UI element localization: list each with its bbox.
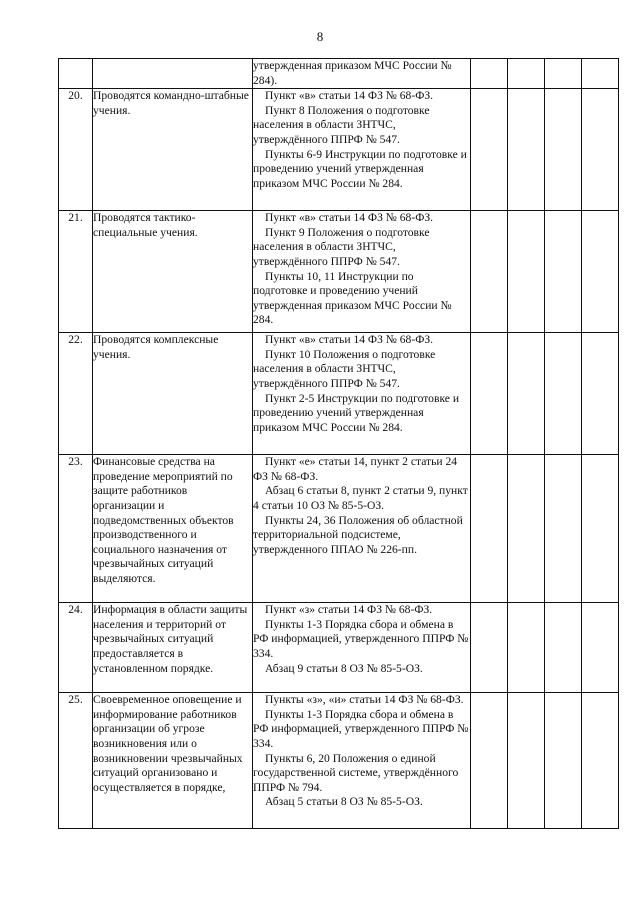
check-cell xyxy=(471,693,508,829)
requirement-text: Проводятся тактико-специальные учения. xyxy=(93,211,253,333)
check-cell xyxy=(545,455,582,603)
legal-reference: Пункт 10 Положения о подготовке населения в области ЗНТЧС, утверждённого ППРФ № 547. xyxy=(253,347,436,390)
legal-reference: утвержденная приказом МЧС России № 284). xyxy=(253,59,452,87)
row-number: 21. xyxy=(59,211,93,333)
row-number xyxy=(59,59,93,89)
legal-reference-cell xyxy=(253,211,471,333)
requirement-text: Проводятся комплексные учения. xyxy=(93,333,253,455)
row-number: 24. xyxy=(59,603,93,693)
check-cell xyxy=(545,211,582,333)
legal-reference: Пункт «е» статьи 14, пункт 2 статьи 24 ФЗ № 68-ФЗ. xyxy=(253,455,458,483)
check-cell xyxy=(471,455,508,603)
requirement-text: Информация в области защиты населения и территорий от чрезвычайных ситуаций предоставляется в установленном порядке. xyxy=(93,603,253,693)
legal-reference-cell xyxy=(253,59,471,89)
legal-reference: Пункт «в» статьи 14 ФЗ № 68-ФЗ. xyxy=(265,89,434,103)
check-cell xyxy=(545,333,582,455)
row-number: 22. xyxy=(59,333,93,455)
check-cell xyxy=(582,603,619,693)
requirement-text: Финансовые средства на проведение мероприятий по защите работников организации и подведомственных объектов производственного и социального назначения от чрезвычайных ситуаций выделяются. xyxy=(93,455,253,603)
legal-reference: Абзац 9 статьи 8 ОЗ № 85-5-ОЗ. xyxy=(265,661,423,675)
page-number: 8 xyxy=(316,29,324,44)
check-cell xyxy=(508,455,545,603)
legal-reference: Пункт 9 Положения о подготовке населения в области ЗНТЧС, утверждённого ППРФ № 547. xyxy=(253,225,430,268)
legal-reference: Пункт «в» статьи 14 ФЗ № 68-ФЗ. xyxy=(265,333,434,347)
check-cell xyxy=(471,603,508,693)
legal-reference-cell xyxy=(253,333,471,455)
check-cell xyxy=(471,333,508,455)
table-row xyxy=(59,89,619,211)
legal-reference: Пункты 24, 36 Положения об областной территориальной подсистеме, утвержденного ППАО № 226-пп. xyxy=(253,513,463,556)
check-cell xyxy=(582,211,619,333)
legal-reference: Пункты 1-3 Порядка сбора и обмена в РФ информацией, утвержденного ППРФ № 334. xyxy=(253,707,469,750)
legal-reference: Пункт 2-5 Инструкции по подготовке и проведению учений утвержденная приказом МЧС России № 284. xyxy=(253,391,460,434)
row-number: 25. xyxy=(59,693,93,829)
row-number: 23. xyxy=(59,455,93,603)
check-cell xyxy=(471,89,508,211)
table-row xyxy=(59,455,619,603)
legal-reference-cell xyxy=(253,455,471,603)
check-cell xyxy=(545,89,582,211)
legal-reference: Абзац 6 статьи 8, пункт 2 статьи 9, пункт 4 статьи 10 ОЗ № 85-5-ОЗ. xyxy=(253,484,468,512)
legal-reference: Пункты «з», «и» статьи 14 ФЗ № 68-ФЗ. xyxy=(265,693,464,707)
requirement-text xyxy=(93,59,253,89)
table-row xyxy=(59,333,619,455)
legal-reference: Пункты 6-9 Инструкции по подготовке и проведению учений утвержденная приказом МЧС России № 284. xyxy=(253,147,467,190)
table-row xyxy=(59,693,619,829)
legal-reference: Абзац 5 статьи 8 ОЗ № 85-5-ОЗ. xyxy=(265,795,423,809)
requirement-text: Проводятся командно-штабные учения. xyxy=(93,89,253,211)
table-row xyxy=(59,59,619,89)
table-row xyxy=(59,603,619,693)
legal-reference: Пункты 6, 20 Положения о единой государственной системе, утверждённого ППРФ № 794. xyxy=(253,751,459,794)
check-cell xyxy=(582,59,619,89)
check-cell xyxy=(545,693,582,829)
check-cell xyxy=(508,59,545,89)
legal-reference: Пункт 8 Положения о подготовке населения в области ЗНТЧС, утверждённого ППРФ № 547. xyxy=(253,103,430,146)
legal-reference-cell xyxy=(253,693,471,829)
check-cell xyxy=(471,59,508,89)
legal-reference-cell xyxy=(253,89,471,211)
check-cell xyxy=(508,603,545,693)
legal-reference: Пункты 10, 11 Инструкции по подготовке и проведению учений утвержденная приказом МЧС России № 284. xyxy=(253,269,452,327)
legal-reference: Пункт «з» статьи 14 ФЗ № 68-ФЗ. xyxy=(265,603,433,617)
legal-reference-cell xyxy=(253,603,471,693)
check-cell xyxy=(471,211,508,333)
check-cell xyxy=(582,89,619,211)
requirements-table xyxy=(58,58,619,829)
check-cell xyxy=(508,211,545,333)
requirement-text: Своевременное оповещение и информирование работников организации об угрозе возникновения или о возникновении чрезвычайных ситуаций организовано и осуществляется в порядке, xyxy=(93,693,253,829)
row-number: 20. xyxy=(59,89,93,211)
legal-reference: Пункт «в» статьи 14 ФЗ № 68-ФЗ. xyxy=(265,211,434,225)
check-cell xyxy=(582,333,619,455)
table-row xyxy=(59,211,619,333)
check-cell xyxy=(508,333,545,455)
check-cell xyxy=(582,693,619,829)
legal-reference: Пункты 1-3 Порядка сбора и обмена в РФ информацией, утвержденного ППРФ № 334. xyxy=(253,617,469,660)
check-cell xyxy=(545,59,582,89)
check-cell xyxy=(582,455,619,603)
check-cell xyxy=(508,89,545,211)
check-cell xyxy=(545,603,582,693)
check-cell xyxy=(508,693,545,829)
